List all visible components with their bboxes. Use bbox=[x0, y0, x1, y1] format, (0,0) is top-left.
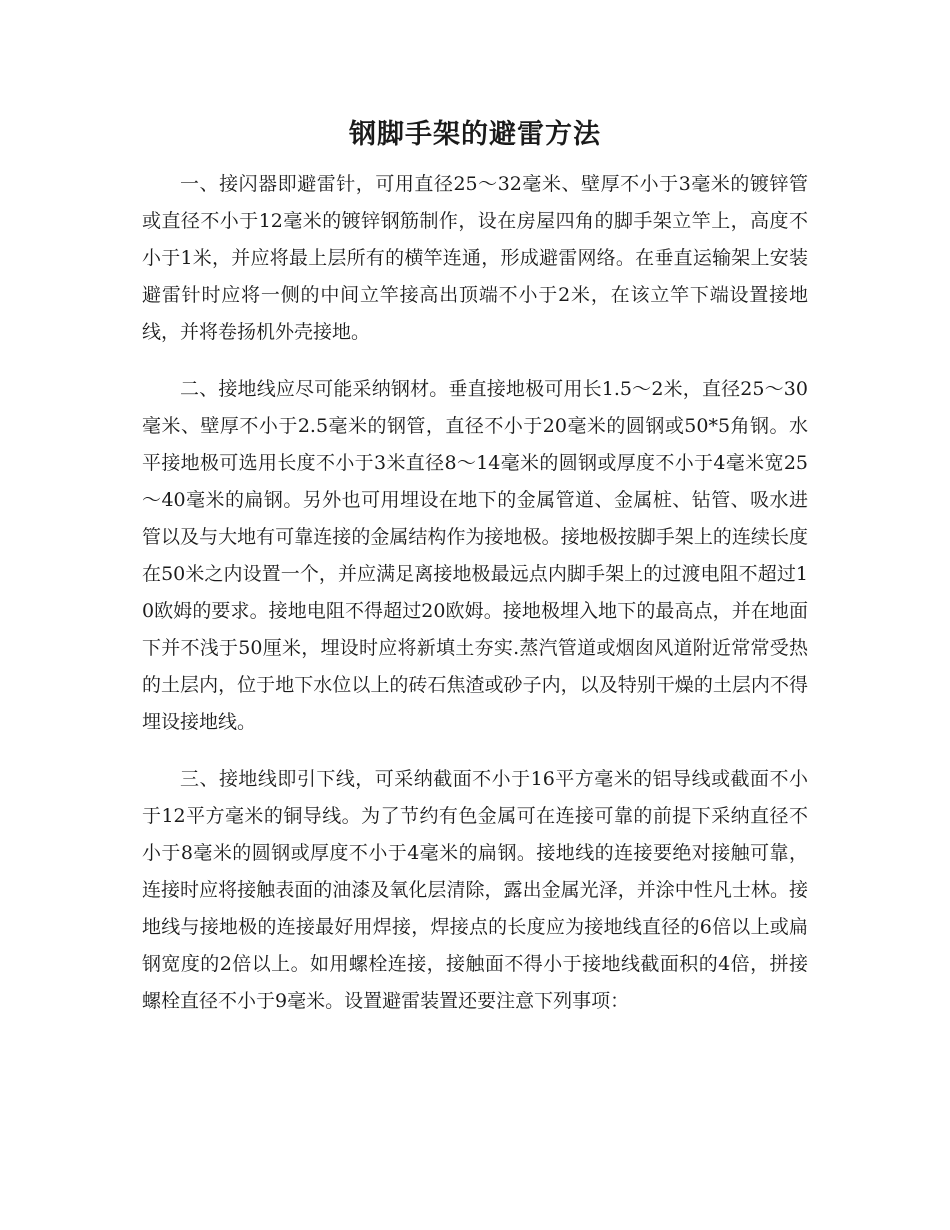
paragraph-3: 三、接地线即引下线，可采纳截面不小于16平方毫米的铝导线或截面不小于12平方毫米的铜导线。为了节约有色金属可在连接可靠的前提下采纳直径不小于8毫米的圆钢或厚度不小于4毫米的扁钢。接地线的连接要绝对接触可靠，连接时应将接触表面的油漆及氧化层清除，露出金属光泽，并涂中性凡士林。接地线与接地极的连接最好用焊接，焊接点的长度应为接地线直径的6倍以上或扁钢宽度的2倍以上。如用螺栓连接，接触面不得小于接地线截面积的4倍，拼接螺栓直径不小于9毫米。设置避雷装置还要注意下列事项： bbox=[142, 768, 808, 1012]
document-body bbox=[142, 166, 808, 1040]
paragraph-2: 二、接地线应尽可能采纳钢材。垂直接地极可用长1.5～2米，直径25～30毫米、壁厚不小于2.5毫米的钢管，直径不小于20毫米的圆钢或50*5角钢。水平接地极可选用长度不小于3米直径8～14毫米的圆钢或厚度不小于4毫米宽25～40毫米的扁钢。另外也可用埋设在地下的金属管道、金属桩、钻管、吸水进管以及与大地有可靠连接的金属结构作为接地极。接地极按脚手架上的连续长度在50米之内设置一个，并应满足离接地极最远点内脚手架上的过渡电阻不超过10欧姆的要求。接地电阻不得超过20欧姆。接地极埋入地下的最高点，并在地面下并不浅于50厘米，埋设时应将新填土夯实.蒸汽管道或烟囱风道附近常常受热的土层内，位于地下水位以上的砖石焦渣或砂子内，以及特别干燥的土层内不得埋设接地线。 bbox=[142, 378, 808, 733]
paragraph-1: 一、接闪器即避雷针，可用直径25～32毫米、壁厚不小于3毫米的镀锌管或直径不小于12毫米的镀锌钢筋制作，设在房屋四角的脚手架立竿上，高度不小于1米，并应将最上层所有的横竿连通，形成避雷网络。在垂直运输架上安装避雷针时应将一侧的中间立竿接高出顶端不小于2米，在该立竿下端设置接地线，并将卷扬机外壳接地。 bbox=[142, 173, 808, 343]
document-title: 钢脚手架的避雷方法 bbox=[349, 119, 601, 150]
